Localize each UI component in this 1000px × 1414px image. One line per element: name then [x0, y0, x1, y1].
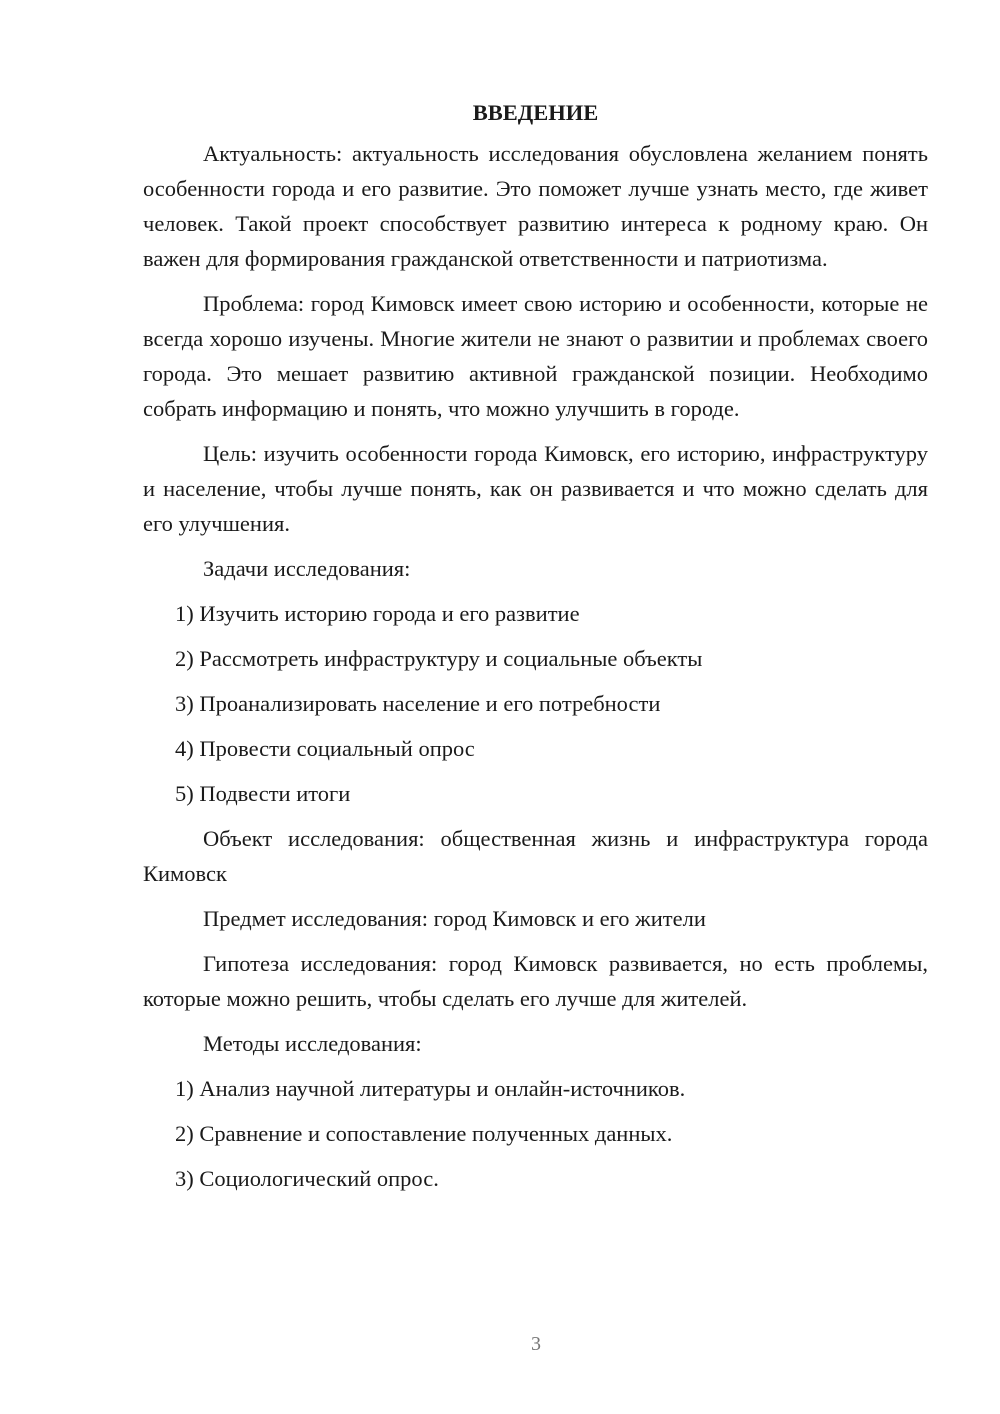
methods-list	[143, 1071, 928, 1196]
goal-paragraph: Цель: изучить особенности города Кимовск, его историю, инфраструктуру и население, чтобы лучше понять, как он развивается и что можно сделать для его улучшения.	[143, 441, 928, 536]
list-item: 2) Сравнение и сопоставление полученных данных.	[175, 1121, 673, 1146]
list-item: 3) Социологический опрос.	[175, 1166, 439, 1191]
tasks-label: Задачи исследования:	[203, 556, 411, 581]
hypothesis-paragraph: Гипотеза исследования: город Кимовск развивается, но есть проблемы, которые можно решить, чтобы сделать его лучше для жителей.	[143, 951, 928, 1011]
document-page	[143, 95, 928, 1206]
list-item: 3) Проанализировать население и его потребности	[175, 691, 661, 716]
list-item: 5) Подвести итоги	[175, 781, 351, 806]
tasks-list	[143, 596, 928, 811]
object-paragraph: Объект исследования: общественная жизнь и инфраструктура города Кимовск	[143, 826, 928, 886]
relevance-paragraph: Актуальность: актуальность исследования обусловлена желанием понять особенности города и его развитие. Это поможет лучше узнать место, где живет человек. Такой проект способствует развитию интереса к родному краю. Он важен для формирования гражданской ответственности и патриотизма.	[143, 141, 928, 271]
list-item: 1) Анализ научной литературы и онлайн-источников.	[175, 1076, 686, 1101]
methods-label: Методы исследования:	[203, 1031, 422, 1056]
section-title: ВВЕДЕНИЕ	[472, 100, 599, 125]
page-number: 3	[531, 1333, 541, 1355]
list-item: 1) Изучить историю города и его развитие	[175, 601, 580, 626]
problem-paragraph: Проблема: город Кимовск имеет свою историю и особенности, которые не всегда хорошо изучены. Многие жители не знают о развитии и проблемах своего города. Это мешает развитию активной гражданской позиции. Необходимо собрать информацию и понять, что можно улучшить в городе.	[143, 291, 928, 421]
subject-paragraph: Предмет исследования: город Кимовск и его жители	[203, 906, 706, 931]
list-item: 2) Рассмотреть инфраструктуру и социальные объекты	[175, 646, 703, 671]
list-item: 4) Провести социальный опрос	[175, 736, 475, 761]
